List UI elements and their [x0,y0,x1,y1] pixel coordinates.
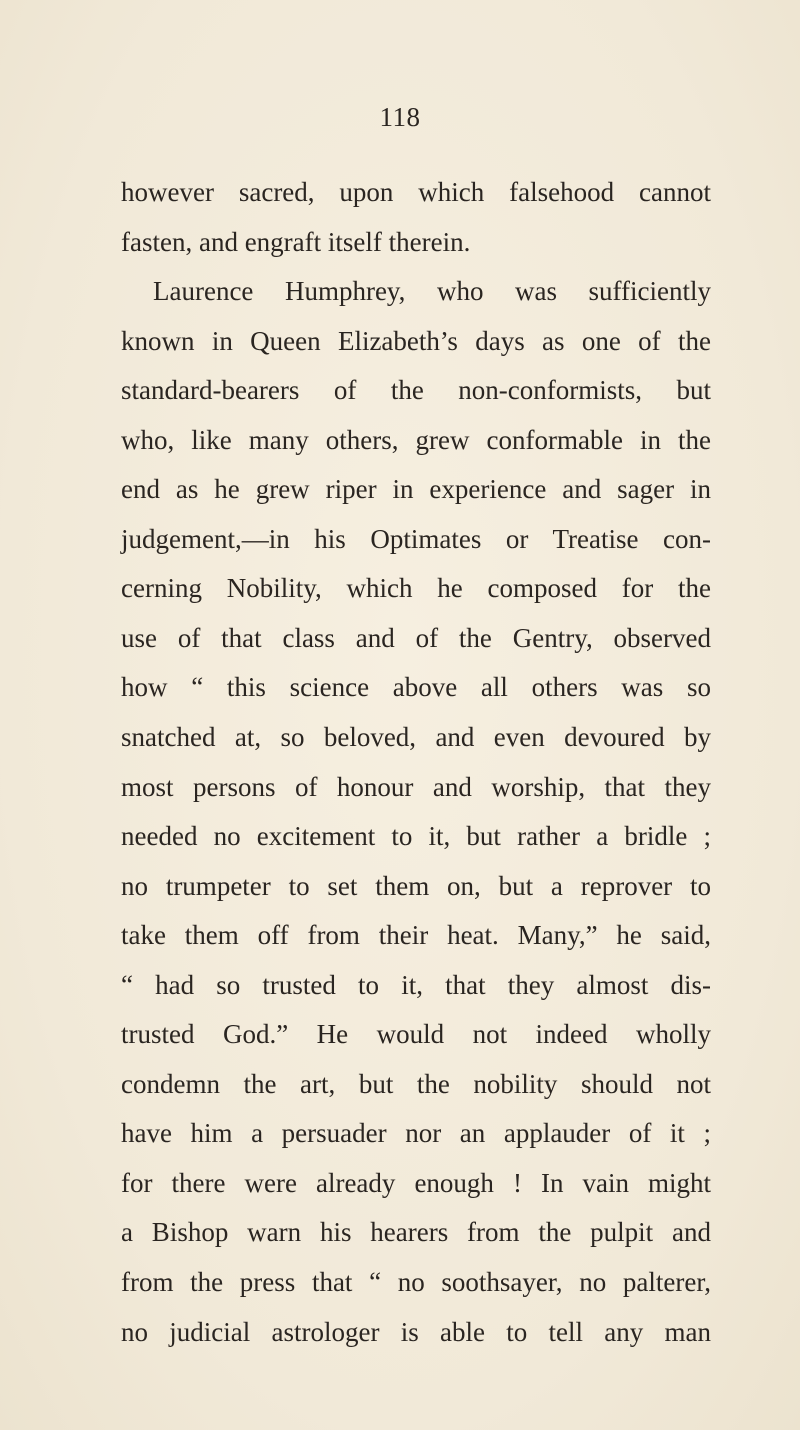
text-line: for there were already enough ! In vain might [121,1167,711,1198]
text-line: fasten, and engraft itself therein. [121,226,471,257]
text-line: condemn the art, but the nobility should not [121,1068,711,1099]
text-line: how “ this science above all others was so [121,672,711,703]
text-line: use of that class and of the Gentry, observed [121,622,711,653]
text-line: snatched at, so beloved, and even devoured by [121,722,711,753]
page-number: 118 [379,102,421,132]
text-line: judgement,—in his Optimates or Treatise con- [121,523,711,554]
text-line: standard-bearers of the non-conformists, but [121,375,711,406]
text-line: known in Queen Elizabeth’s days as one of the [121,325,711,356]
text-line: however sacred, upon which falsehood cannot [121,177,711,207]
text-line: “ had so trusted to it, that they almost dis- [121,969,711,1000]
text-line: cerning Nobility, which he composed for the [121,573,711,604]
text-line: no trumpeter to set them on, but a reprover to [121,870,711,901]
text-line: have him a persuader nor an applauder of it ; [121,1118,711,1149]
text-line: who, like many others, grew conformable in the [121,424,711,455]
text-line: from the press that “ no soothsayer, no palterer, [121,1267,711,1298]
text-line: Laurence Humphrey, who was sufficiently [153,276,711,307]
text-line: trusted God.” He would not indeed wholly [121,1019,711,1050]
body-text [121,168,711,1357]
text-line: most persons of honour and worship, that they [121,771,711,802]
text-line: a Bishop warn his hearers from the pulpit and [121,1217,711,1248]
text-line: take them off from their heat. Many,” he said, [121,920,711,951]
text-line: no judicial astrologer is able to tell any man [121,1316,711,1347]
text-line: end as he grew riper in experience and sager in [121,474,711,505]
text-line: needed no excitement to it, but rather a bridle ; [121,821,711,852]
